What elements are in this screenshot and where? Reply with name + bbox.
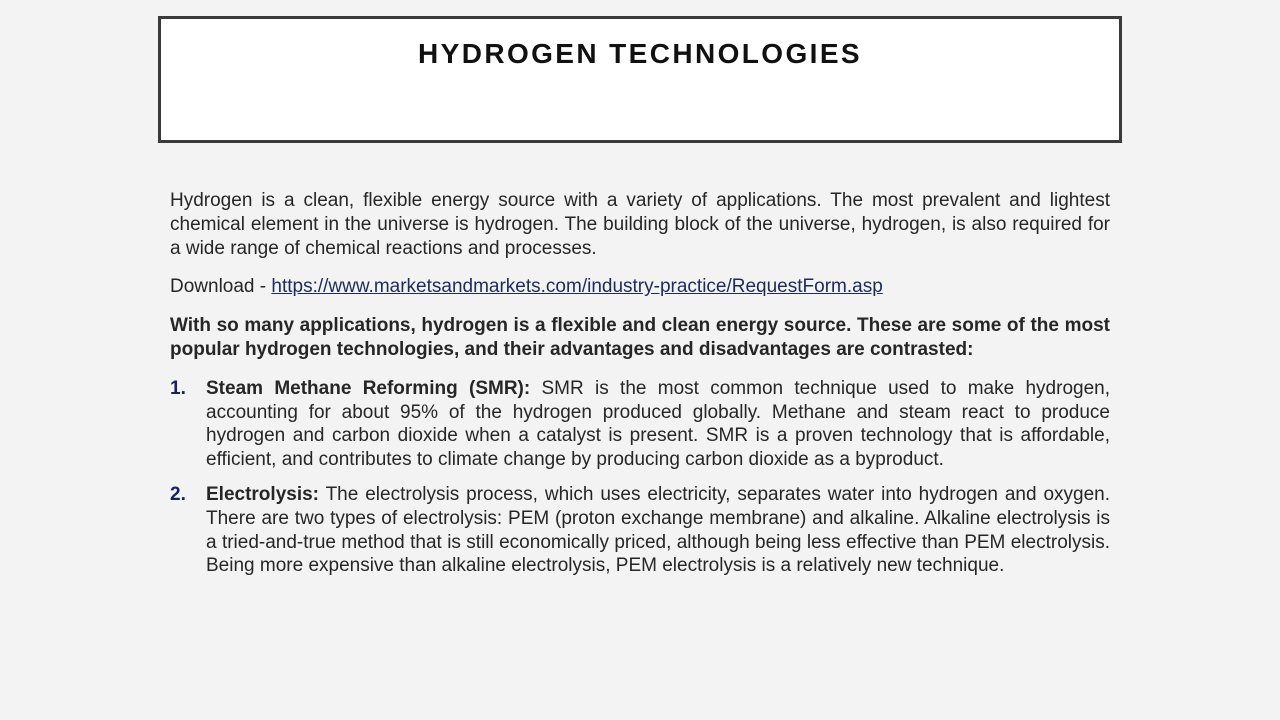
list-item-text: [206, 377, 1110, 472]
list-item-body: The electrolysis process, which uses electricity, separates water into hydrogen and oxygen. There are two types of electrolysis: PEM (proton exchange membrane) and alkaline. Alkaline electrolysis is a tried-and-true method that is still economically priced, although being less effective than PEM electrolysis. Being more expensive than alkaline electrolysis, PEM electrolysis is a relatively new technique.: [206, 483, 1110, 577]
download-link[interactable]: https://www.marketsandmarkets.com/industry-practice/RequestForm.asp: [271, 276, 883, 298]
list-item-body: SMR is the most common technique used to make hydrogen, accounting for about 95% of the hydrogen produced globally. Methane and steam react to produce hydrogen and carbon dioxide when a catalyst is present. SMR is a proven technology that is affordable, efficient, and contributes to climate change by producing carbon dioxide as a byproduct.: [206, 377, 1110, 471]
download-label: Download -: [170, 276, 272, 298]
intro-paragraph: Hydrogen is a clean, flexible energy source with a variety of applications. The most prevalent and lightest chemical element in the universe is hydrogen. The building block of the universe, hydrogen, is also required for a wide range of chemical reactions and processes.: [170, 190, 1110, 259]
list-number: 2.: [170, 483, 186, 505]
title-box: [158, 16, 1122, 143]
slide-body: [170, 189, 1110, 589]
list-item: [170, 483, 1110, 578]
list-item-text: [206, 483, 1110, 578]
download-line: [170, 275, 1110, 299]
list-item-heading: Electrolysis:: [206, 483, 319, 505]
list-number: 1.: [170, 377, 186, 399]
list-item-heading: Steam Methane Reforming (SMR):: [206, 377, 531, 399]
slide-title: HYDROGEN TECHNOLOGIES: [418, 38, 862, 69]
lead-paragraph: With so many applications, hydrogen is a flexible and clean energy source. These are some of the most popular hydrogen technologies, and their advantages and disadvantages are contrasted:: [170, 315, 1110, 360]
technology-list: [170, 377, 1110, 578]
list-item: [170, 377, 1110, 472]
